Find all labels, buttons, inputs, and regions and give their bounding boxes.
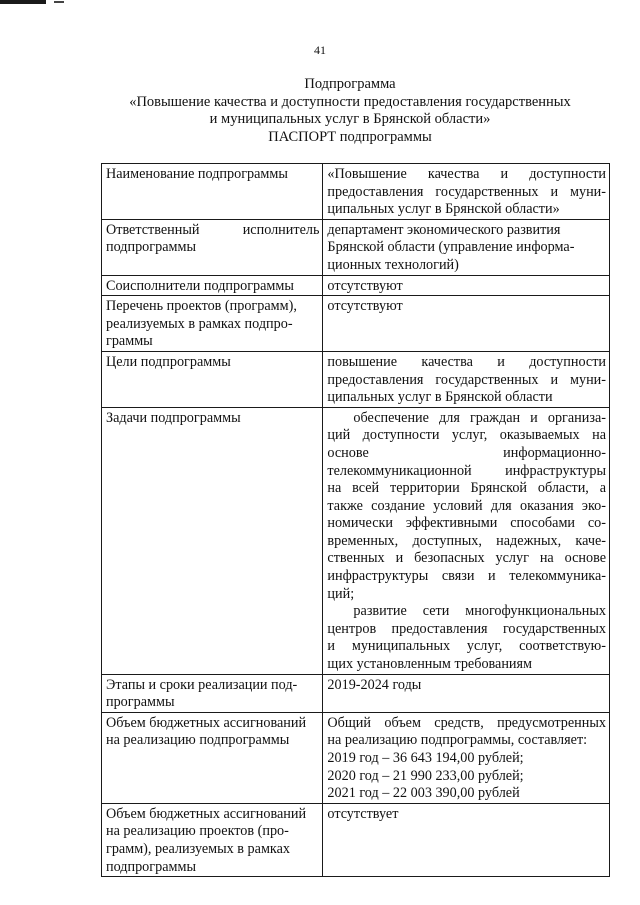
table-row [102, 803, 610, 876]
passport-table [101, 163, 610, 877]
row-label-executor: Ответственный исполнитель подпрограммы [102, 219, 323, 275]
table-row [102, 674, 610, 712]
scan-edge-mark [0, 0, 46, 4]
row-label-tasks: Задачи подпрограммы [102, 407, 323, 674]
table-row [102, 164, 610, 220]
row-label-project-budget: Объем бюджетных ассигнований на реализацию проектов (про- грамм), реализуемых в рамках подпрограммы [102, 803, 323, 876]
row-value-goals: повышение качества и доступности предоставления государственных и муни- ципальных услуг в Брянской области [323, 351, 610, 407]
table-row [102, 296, 610, 352]
heading-passport: ПАСПОРТ подпрограммы [268, 128, 432, 145]
table-row [102, 275, 610, 296]
table-row [102, 351, 610, 407]
row-label-budget: Объем бюджетных ассигнований на реализацию подпрограммы [102, 712, 323, 803]
row-value-project-budget: отсутствует [323, 803, 610, 876]
row-label-goals: Цели подпрограммы [102, 351, 323, 407]
row-value-name: «Повышение качества и доступности предоставления государственных и муни- ципальных услуг в Брянской области» [323, 164, 610, 220]
scan-edge-mark-small [54, 1, 64, 3]
row-label-name: Наименование подпрограммы [102, 164, 323, 220]
document-heading [60, 76, 640, 146]
row-value-stages: 2019-2024 годы [323, 674, 610, 712]
table-row [102, 219, 610, 275]
heading-title-line1: «Повышение качества и доступности предоставления государственных [129, 93, 571, 110]
row-label-stages: Этапы и сроки реализации под- программы [102, 674, 323, 712]
row-value-tasks: обеспечение для граждан и организа- ций доступности услуг, оказываемых на основе информационно- телекоммуникационной инфраструктуры на всей территории Брянской области, а также создание условий для оказания эко- номически эффективными способами со- временных, доступных, надежных, каче- ственных и безопасных услуг на основе инфраструктуры связи и телекоммуника- ций; развитие сети многофункциональных центров предоставления государственных и муниципальных услуг, соответствую- щих установленным требованиям [323, 407, 610, 674]
row-value-budget: Общий объем средств, предусмотренных на реализацию подпрограммы, составляет: 2019 год – 36 643 194,00 рублей; 2020 год – 21 990 233,00 рублей; 2021 год – 22 003 390,00 рублей [323, 712, 610, 803]
row-label-coexecutors: Соисполнители подпрограммы [102, 275, 323, 296]
row-value-coexecutors: отсутствуют [323, 275, 610, 296]
row-value-projects: отсутствуют [323, 296, 610, 352]
row-label-projects: Перечень проектов (программ), реализуемых в рамках подпро- граммы [102, 296, 323, 352]
heading-subprogram: Подпрограмма [304, 76, 396, 92]
heading-title-line2: и муниципальных услуг в Брянской области» [209, 111, 491, 127]
row-value-executor: департамент экономического развития Брянской области (управление информа- ционных технологий) [323, 219, 610, 275]
table-row [102, 712, 610, 803]
page-number: 41 [314, 43, 326, 57]
table-row [102, 407, 610, 674]
